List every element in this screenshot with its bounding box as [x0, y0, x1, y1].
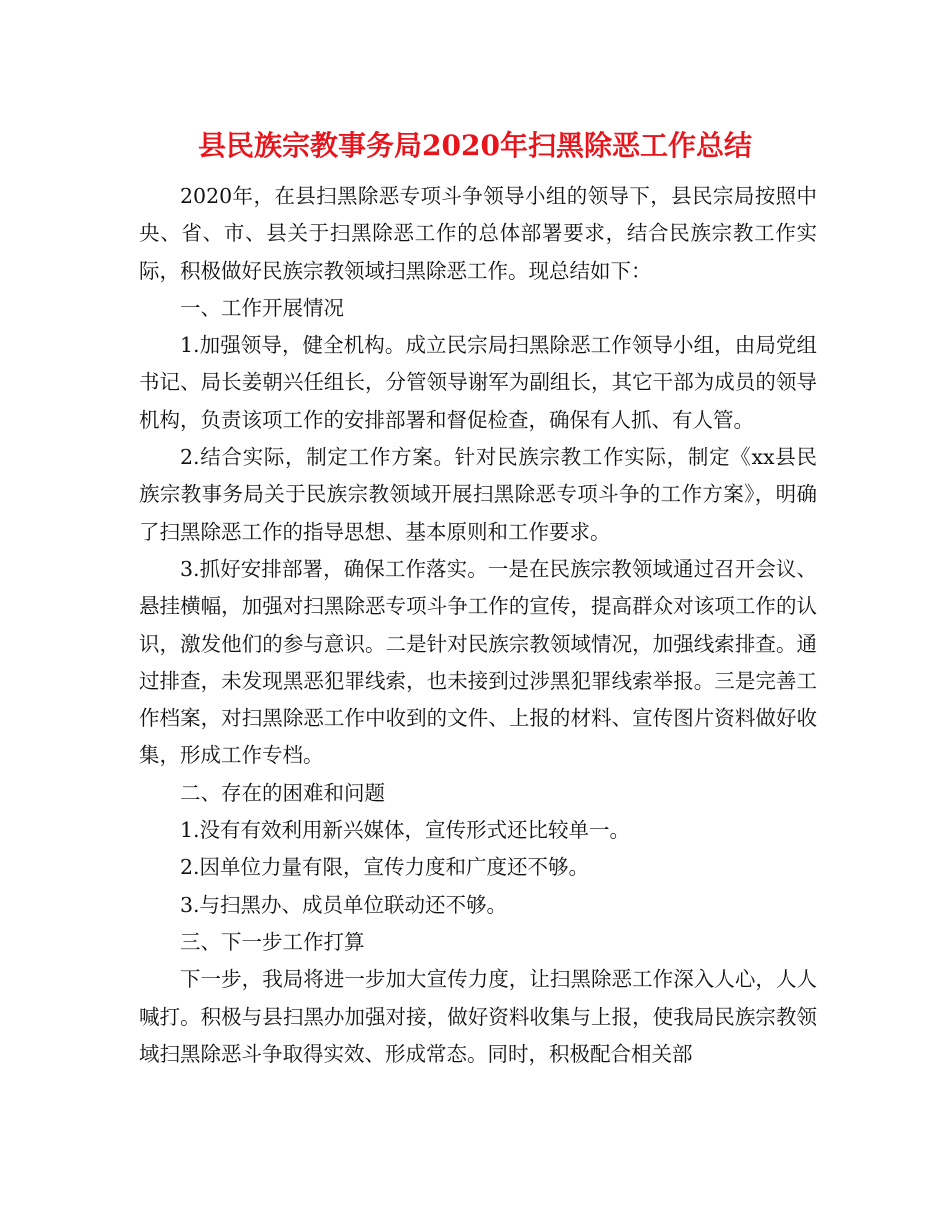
list-item-problem-2: 2.因单位力量有限，宣传力度和广度还不够。 — [180, 855, 590, 880]
section-heading-1: 一、工作开展情况 — [180, 295, 344, 320]
list-item-problem-1: 1.没有有效利用新兴媒体，宣传形式还比较单一。 — [180, 818, 631, 843]
paragraph-next-steps: 下一步，我局将进一步加大宣传力度，让扫黑除恶工作深入人心，人人喊打。积极与县扫黑办加强对接，做好资料收集与上报，使我局民族宗教领域扫黑除恶斗争取得实效、形成常态。同时，积极配合相关部 — [139, 967, 817, 1066]
document-title: 县民族宗教事务局2020年扫黑除恶工作总结 — [198, 129, 752, 162]
paragraph-intro: 2020年，在县扫黑除恶专项斗争领导小组的领导下，县民宗局按照中央、省、市、县关于扫黑除恶工作的总体部署要求，结合民族宗教工作实际，积极做好民族宗教领域扫黑除恶工作。现总结如下： — [139, 184, 817, 283]
list-item-problem-3: 3.与扫黑办、成员单位联动还不够。 — [180, 892, 508, 917]
section-heading-2: 二、存在的困难和问题 — [180, 780, 385, 805]
paragraph-deployment: 3.抓好安排部署，确保工作落实。一是在民族宗教领域通过召开会议、悬挂横幅，加强对扫黑除恶专项斗争工作的宣传，提高群众对该项工作的认识，激发他们的参与意识。二是针对民族宗教领域情况，加强线索排查。通过排查，未发现黑恶犯罪线索，也未接到过涉黑犯罪线索举报。三是完善工作档案，对扫黑除恶工作中收到的文件、上报的材料、宣传图片资料做好收集，形成工作专档。 — [139, 556, 817, 768]
document-body — [139, 178, 817, 1073]
paragraph-work-plan: 2.结合实际，制定工作方案。针对民族宗教工作实际，制定《xx县民族宗教事务局关于民族宗教领域开展扫黑除恶专项斗争的工作方案》，明确了扫黑除恶工作的指导思想、基本原则和工作要求。 — [139, 445, 817, 544]
paragraph-leadership: 1.加强领导，健全机构。成立民宗局扫黑除恶工作领导小组，由局党组书记、局长姜朝兴任组长，分管领导谢军为副组长，其它干部为成员的领导机构，负责该项工作的安排部署和督促检查，确保有人抓、有人管。 — [139, 333, 817, 432]
section-heading-3: 三、下一步工作打算 — [180, 929, 365, 954]
